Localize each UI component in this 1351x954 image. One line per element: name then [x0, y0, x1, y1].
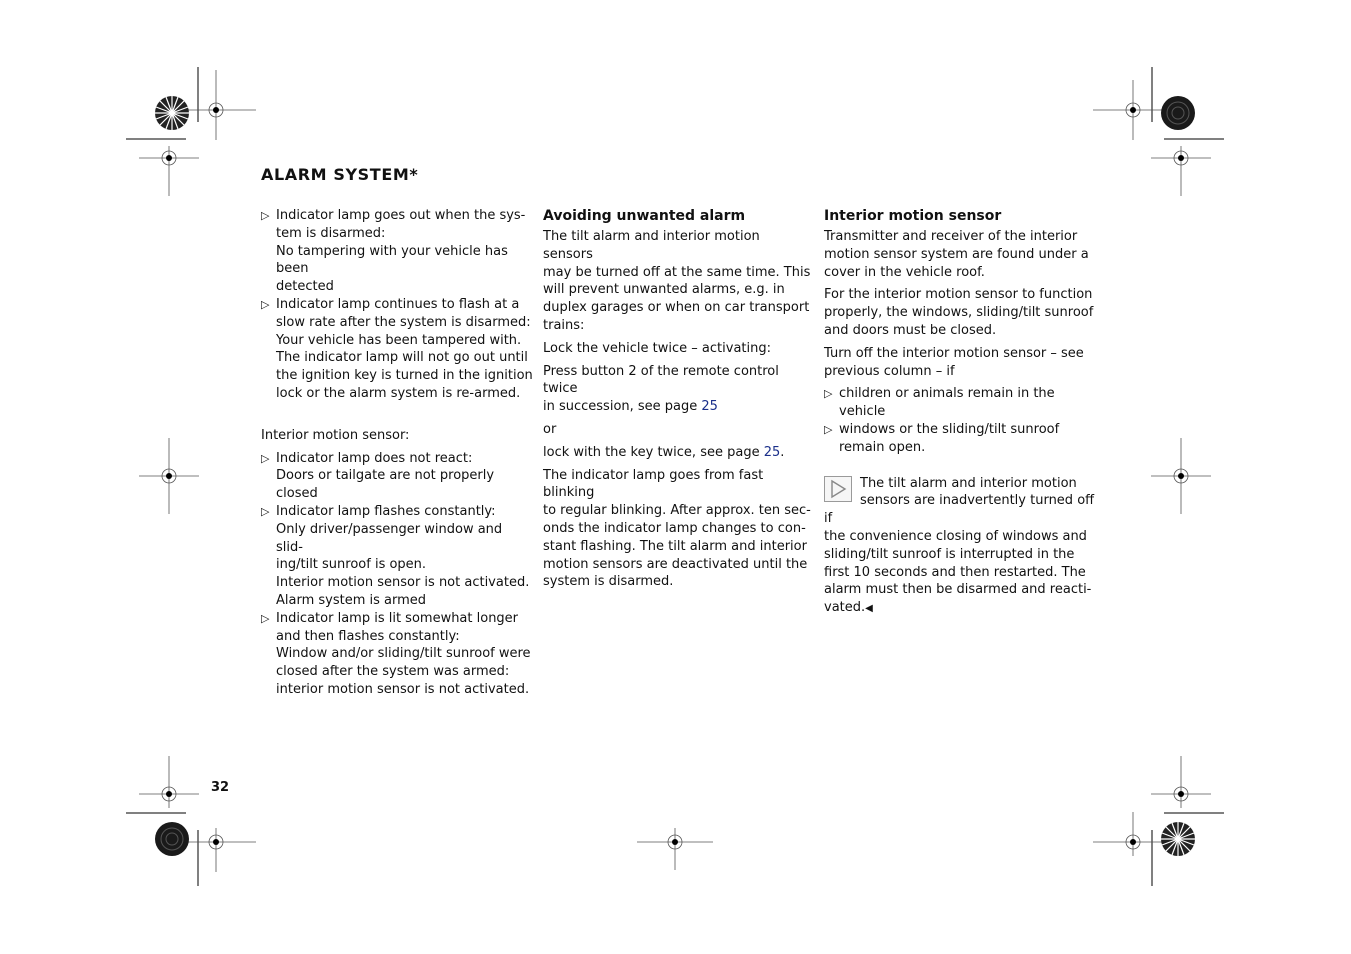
column-right: [824, 207, 1098, 618]
list-item: ▷ Indicator lamp does not react: Doors or tailgate are not properly closed: [261, 450, 495, 502]
list-item: ▷ Indicator lamp continues to flash at a slow rate after the system is disarmed: Your vehicle has been tampered with. The indicator lamp will not go out until the ignition key is turned in the ignition lock or the alarm system is re-armed.: [261, 296, 533, 401]
ray-target-top-left: [155, 96, 189, 130]
column-middle: [543, 207, 811, 596]
end-marker-icon: ◀: [865, 603, 873, 615]
paragraph: Transmitter and receiver of the interior motion sensor system are found under a cover in the vehicle roof.: [824, 229, 1089, 280]
paragraph: lock with the key twice, see page 25.: [543, 444, 785, 460]
reg-mark-top-right-2: [1151, 146, 1211, 196]
paragraph: Lock the vehicle twice – activating:: [543, 340, 771, 356]
reg-mark-top-left: [176, 70, 256, 140]
note-triangle-icon: [824, 476, 852, 502]
indicator-list-motion: [261, 450, 533, 699]
bullet-triangle-icon: ▷: [261, 209, 270, 222]
indicator-list-disarm: [261, 207, 533, 403]
paragraph: or: [543, 421, 557, 437]
ray-target-bottom-right: [1161, 822, 1195, 856]
section-heading-interior-motion: Interior motion sensor: [824, 208, 1002, 224]
ray-target-top-right: [1161, 96, 1195, 130]
bullet-triangle-icon: ▷: [261, 297, 270, 311]
reg-mark-bottom-right: [1093, 812, 1173, 856]
paragraph: Turn off the interior motion sensor – see previous column – if: [824, 345, 1084, 379]
paragraph: The tilt alarm and interior motion sensors may be turned off at the same time. This will prevent unwanted alarms, e.g. in duplex garages or when on car transport trains:: [543, 229, 811, 333]
bullet-triangle-icon: ▷: [824, 387, 833, 401]
section-heading-avoiding-alarm: Avoiding unwanted alarm: [543, 208, 746, 224]
list-item: ▷ windows or the sliding/tilt sunroof remain open.: [824, 421, 1060, 455]
column-left: [261, 207, 533, 704]
paragraph: For the interior motion sensor to function properly, the windows, sliding/tilt sunroof and doors must be closed.: [824, 287, 1094, 338]
bullet-triangle-icon: ▷: [261, 451, 270, 465]
list-item: ▷ children or animals remain in the vehicle: [824, 386, 1055, 420]
paragraph: Press button 2 of the remote control twice in succession, see page 25: [543, 363, 779, 415]
interior-motion-subheading: Interior motion sensor:: [261, 427, 410, 443]
reg-mark-bottom-left: [139, 756, 199, 808]
reg-mark-top-left-2: [139, 146, 199, 196]
page-number: 32: [211, 780, 230, 795]
list-item: ▷ Indicator lamp goes out when the sys- tem is disarmed: No tampering with your vehicle has been detected: [261, 208, 526, 295]
list-item: ▷ Indicator lamp is lit somewhat longer and then flashes constantly: Window and/or sliding/tilt sunroof were closed after the system was armed: interior motion sensor is not activated.: [261, 610, 531, 697]
bullet-triangle-icon: ▷: [261, 504, 270, 518]
page-link[interactable]: 25: [701, 399, 718, 415]
list-item: ▷ Indicator lamp flashes constantly: Only driver/passenger window and slid- ing/tilt sunroof is open. Interior motion sensor is not activated. Alarm system is armed: [261, 503, 530, 608]
reg-mark-bottom-center: [637, 828, 713, 870]
ray-target-bottom-left: [155, 822, 189, 856]
note-box: The tilt alarm and interior motion sensors are inadvertently turned off if the convenience closing of windows and sliding/tilt sunroof is interrupted in the first 10 seconds and then restarted. The alarm must then be disarmed and reacti- vated.◀: [824, 475, 1095, 616]
bullet-triangle-icon: ▷: [261, 611, 270, 625]
bullet-triangle-icon: ▷: [824, 422, 833, 436]
page-title: ALARM SYSTEM*: [261, 165, 419, 184]
page-link[interactable]: 25: [763, 444, 781, 460]
reg-mark-bottom-right-2: [1151, 756, 1211, 808]
paragraph: The indicator lamp goes from fast blinking to regular blinking. After approx. ten sec- onds the indicator lamp changes to con- stant flashing. The tilt alarm and interior motion sensors are deactivated until the system is disarmed.: [543, 467, 811, 590]
condition-list: [824, 385, 1098, 456]
